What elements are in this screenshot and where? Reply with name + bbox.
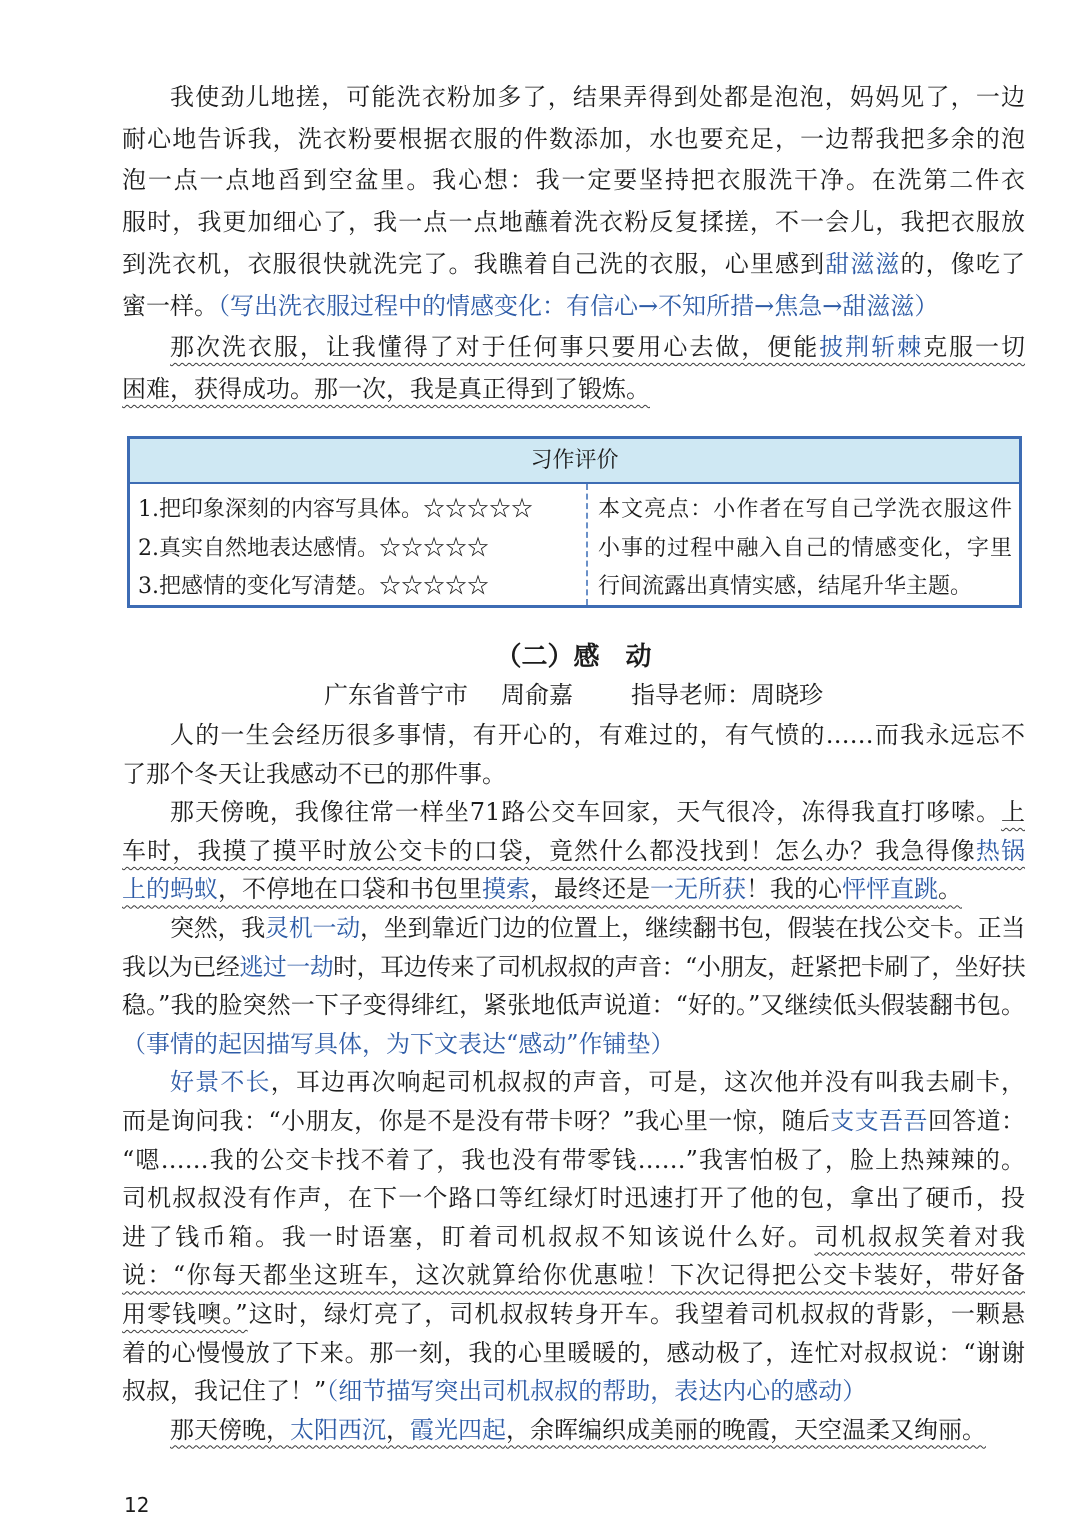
underlined-text: 。 [938,875,962,904]
text-line [122,793,1025,832]
criterion-item: 2.真实自然地表达感情。☆☆☆☆☆ [138,535,489,561]
byline [122,679,1025,711]
underlined-text: 那天傍晚， [170,1415,290,1444]
highlighted-underlined-text: 太阳西沉 [290,1415,386,1444]
paragraph [122,1411,1025,1450]
text-run: ，耳边再次响起司机叔叔的声音，可是，这次他并没有叫我去刷卡， [270,1068,1026,1097]
text-line [122,1179,1025,1218]
text-line [122,202,1025,244]
highlight-line: 行间流露出真情实感，结尾升华主题。 [598,574,973,599]
underlined-text: 说：“你每天都坐这班车，这次就算给你优惠啦！下次记得把公交卡装好，带好备 [122,1261,1025,1290]
highlighted-text: 支支吾吾 [830,1106,928,1135]
text-run: ，坐到靠近门边的位置上，继续翻书包，假装在找公交卡。正当 [360,913,1025,942]
underlined-text: 用零钱噢。” [122,1299,248,1328]
paragraph [122,1063,1025,1410]
text-line [122,1102,1025,1141]
text-line [122,77,1025,119]
highlight-line: 小事的过程中融入自己的情感变化，字里 [598,535,1012,561]
paragraph [122,716,1025,793]
highlighted-text: （事情的起因描写具体，为下文表达“感动”作铺垫） [122,1029,675,1058]
highlighted-text: （写出洗衣服过程中的情感变化：有信心→不知所措→焦急→甜滋滋） [218,291,939,320]
underlined-text: 克服一切 [923,333,1025,362]
evaluation-table [127,436,1022,608]
essay-body [122,716,1025,1449]
criterion-item: 1.把印象深刻的内容写具体。☆☆☆☆☆ [138,497,533,522]
text-run: 了那个冬天让我感动不已的那件事。 [122,759,506,788]
paragraph [122,793,1025,909]
text-run: 耐心地告诉我，洗衣粉要根据衣服的件数添加，水也要充足，一边帮我把多余的泡 [122,124,1025,153]
paragraph [122,327,1025,410]
highlighted-underlined-text: 披荆斩棘 [819,333,924,362]
evaluation-highlight [588,484,1019,605]
text-line [122,1256,1025,1295]
text-run: 着的心慢慢放了下来。那一刻，我的心里暖暖的，感动极了，连忙对叔叔说：“谢谢 [122,1338,1025,1367]
highlighted-underlined-text: 一无所获 [650,875,746,904]
author-location: 广东省普宁市 [324,681,468,709]
text-line [122,1334,1025,1373]
text-run: 的，像吃了 [900,249,1026,278]
paragraph [122,77,1025,327]
underlined-text: ，最终还是 [530,875,650,904]
text-run: 我以为已经 [122,952,240,981]
highlighted-text: 甜滋滋 [825,249,901,278]
text-line [122,1218,1025,1257]
text-line [122,286,1025,328]
highlighted-text: 灵机一动 [265,913,360,942]
text-run: 而是询问我：“小朋友，你是不是没有带卡呀？”我心里一惊，随后 [122,1106,831,1135]
text-line [122,369,1025,411]
paragraph [122,909,1025,1063]
text-run: 时，耳边传来了司机叔叔的声音：“小朋友，赶紧把卡刷了，坐好扶 [333,952,1026,981]
underlined-text: ，不停地在口袋和书包里 [218,875,482,904]
text-run: 服时，我更加细心了，我一点一点地蘸着洗衣粉反复揉搓，不一会儿，我把衣服放 [122,208,1025,237]
underlined-text: 司机叔叔笑着对我 [814,1222,1026,1251]
text-line [122,1025,1025,1064]
highlighted-underlined-text: 热锅 [975,836,1026,865]
highlighted-underlined-text: 怦怦直跳 [842,875,938,904]
page-number: 12 [124,1493,150,1517]
text-run: 突然，我 [170,913,265,942]
text-run: 这时，绿灯亮了，司机叔叔转身开车。我望着司机叔叔的背影，一颗悬 [247,1299,1025,1328]
text-line [122,755,1025,794]
text-line [122,327,1025,369]
underlined-text: 困难，获得成功。那一次，我是真正得到了锻炼。 [122,374,650,403]
criterion-item: 3.把感情的变化写清楚。☆☆☆☆☆ [138,574,489,599]
text-line [122,244,1025,286]
highlighted-underlined-text: 摸索 [482,875,530,904]
text-run: 我使劲儿地搓，可能洗衣粉加多了，结果弄得到处都是泡泡，妈妈见了，一边 [170,83,1025,111]
underlined-text: ， [386,1415,410,1444]
evaluation-table-title: 习作评价 [130,439,1019,484]
text-run: 到洗衣机，衣服很快就洗完了。我瞧着自己洗的衣服，心里感到 [122,249,826,278]
text-line [122,986,1025,1025]
text-run: 回答道： [927,1106,1025,1135]
evaluation-table-body [130,484,1019,605]
text-run: 稳。”我的脸突然一下子变得绯红，紧张地低声说道：“好的。”又继续低头假装翻书包。 [122,991,1025,1020]
highlighted-underlined-text: 上的蚂蚁 [122,875,218,904]
text-run: 泡一点一点地舀到空盆里。我心想：我一定要坚持把衣服洗干净。在洗第二件衣 [122,166,1025,195]
underlined-text: 上 [1001,798,1025,827]
text-line [122,909,1025,948]
underlined-text: 车时，我摸了摸平时放公交卡的口袋，竟然什么都没找到！怎么办？我急得像 [122,836,976,865]
advisor-teacher: 指导老师：周晓珍 [631,681,823,709]
text-line [122,1063,1025,1102]
text-line [122,1372,1025,1411]
text-line [122,870,1025,909]
text-line [122,119,1025,161]
text-line [122,716,1025,755]
text-line [122,1295,1025,1334]
highlighted-text: 好景不长 [170,1068,271,1097]
text-run: 司机叔叔没有作声，在下一个路口等红绿灯时迅速打开了他的包，拿出了硬币，投 [122,1184,1025,1213]
underlined-text: ，余晖编织成美丽的晚霞，天空温柔又绚丽。 [506,1415,986,1444]
underlined-text: ！我的心 [746,875,842,904]
text-run: 蜜一样。 [122,291,218,320]
text-line [122,948,1025,987]
text-line [122,160,1025,202]
text-run: 叔叔，我记住了！” [122,1377,327,1406]
highlighted-underlined-text: 霞光四起 [410,1415,506,1444]
evaluation-criteria [130,484,588,605]
text-line [122,832,1025,871]
text-line [122,1141,1025,1180]
text-run: 人的一生会经历很多事情，有开心的，有难过的，有气愤的……而我永远忘不 [170,721,1025,749]
text-line [122,1411,1025,1450]
highlighted-text: 逃过一劫 [239,952,334,981]
highlighted-text: （细节描写突出司机叔叔的帮助，表达内心的感动） [326,1377,867,1406]
essay-continuation [122,77,1025,411]
author-name: 周俞嘉 [501,681,573,709]
highlight-line: 本文亮点：小作者在写自己学洗衣服这件 [598,497,1012,522]
section-title: （二）感 动 [495,642,652,672]
text-run: 进了钱币箱。我一时语塞，盯着司机叔叔不知该说什么好。 [122,1222,815,1251]
text-run: 那天傍晚，我像往常一样坐71路公交车回家，天气很冷，冻得我直打哆嗦。 [170,798,1001,827]
text-run: “嗯……我的公交卡找不着了，我也没有带零钱……”我害怕极了，脸上热辣辣的。 [122,1145,1025,1174]
underlined-text: 那次洗衣服，让我懂得了对于任何事只要用心去做，便能 [170,333,820,362]
